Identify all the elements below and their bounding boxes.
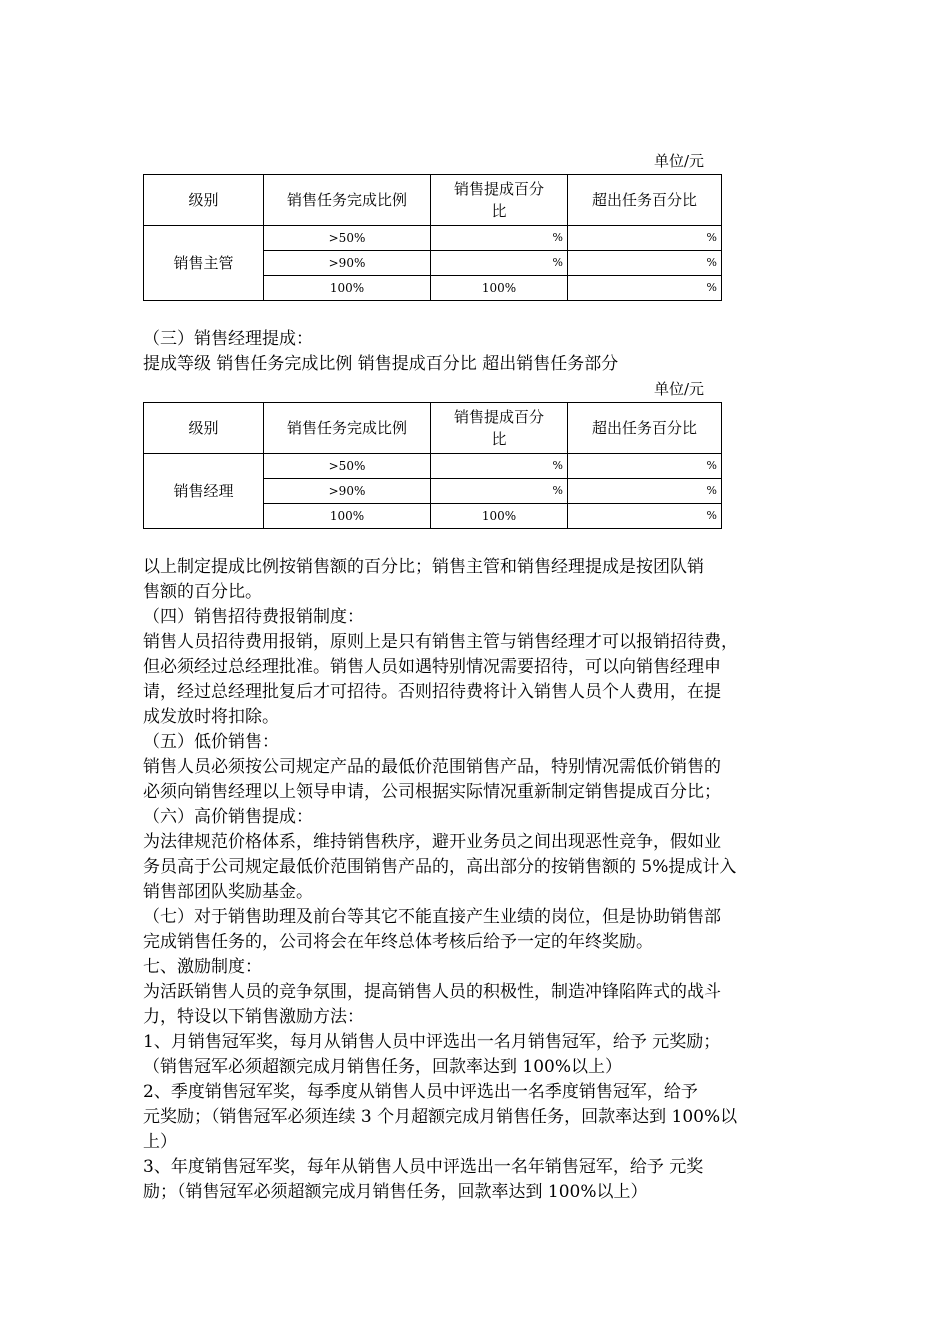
- commission-cell: %: [431, 454, 568, 479]
- level-cell: 销售主管: [144, 226, 264, 301]
- level-cell: 销售经理: [144, 454, 264, 529]
- ratio-cell: 100%: [264, 504, 431, 529]
- commission-cell: %: [431, 479, 568, 504]
- ratio-cell: >50%: [264, 454, 431, 479]
- section3-subtitle: 提成等级 销售任务完成比例 销售提成百分比 超出销售任务部分: [143, 354, 619, 374]
- text-line: 务员高于公司规定最低价范围销售产品的，高出部分的按销售额的 5%提成计入: [143, 857, 737, 877]
- section3-title: （三）销售经理提成：: [143, 329, 313, 349]
- commission-cell: %: [431, 251, 568, 276]
- text-line: 销售人员招待费用报销，原则上是只有销售主管与销售经理才可以报销招待费，: [143, 632, 738, 652]
- text-line: 售额的百分比。: [143, 582, 262, 602]
- excess-cell: %: [568, 251, 722, 276]
- excess-cell: %: [568, 226, 722, 251]
- text-line: 1、月销售冠军奖，每月从销售人员中评选出一名月销售冠军，给予 元奖励；: [143, 1032, 721, 1052]
- header-level: 级别: [144, 175, 264, 226]
- excess-cell: %: [568, 276, 722, 301]
- ratio-cell: >90%: [264, 251, 431, 276]
- text-line: 为活跃销售人员的竞争氛围，提高销售人员的积极性，制造冲锋陷阵式的战斗: [143, 982, 721, 1002]
- text-line: 必须向销售经理以上领导申请，公司根据实际情况重新制定销售提成百分比；: [143, 782, 721, 802]
- ratio-cell: 100%: [264, 276, 431, 301]
- commission-cell: 100%: [431, 276, 568, 301]
- table2-unit-label: 单位/元: [654, 380, 705, 398]
- text-line: 以上制定提成比例按销售额的百分比；销售主管和销售经理提成是按团队销: [143, 557, 704, 577]
- text-line: 3、年度销售冠军奖，每年从销售人员中评选出一名年销售冠军，给予 元奖: [143, 1157, 704, 1177]
- text-line: 销售部团队奖励基金。: [143, 882, 313, 902]
- table-header-row: [144, 175, 722, 226]
- text-line: （销售冠军必须超额完成月销售任务，回款率达到 100%以上）: [143, 1057, 623, 1077]
- text-line: 元奖励；（销售冠军必须连续 3 个月超额完成月销售任务，回款率达到 100%以: [143, 1107, 738, 1127]
- commission-cell: 100%: [431, 504, 568, 529]
- header-completion-ratio: 销售任务完成比例: [264, 175, 431, 226]
- table-sales-manager: [143, 402, 722, 529]
- table1-unit-label: 单位/元: [654, 152, 705, 170]
- section5-title: （五）低价销售：: [143, 732, 279, 752]
- header-excess-percent: 超出任务百分比: [568, 175, 722, 226]
- section6-title: （六）高价销售提成：: [143, 807, 313, 827]
- text-line: 为法律规范价格体系，维持销售秩序，避开业务员之间出现恶性竞争，假如业: [143, 832, 721, 852]
- table-sales-supervisor: [143, 174, 722, 301]
- header-commission-percent: 销售提成百分 比: [431, 175, 568, 226]
- section7-title: （七）对于销售助理及前台等其它不能直接产生业绩的岗位，但是协助销售部: [143, 907, 721, 927]
- header-excess-percent: 超出任务百分比: [568, 403, 722, 454]
- text-line: 销售人员必须按公司规定产品的最低价范围销售产品，特别情况需低价销售的: [143, 757, 721, 777]
- ratio-cell: >50%: [264, 226, 431, 251]
- text-line: 完成销售任务的，公司将会在年终总体考核后给予一定的年终奖励。: [143, 932, 653, 952]
- section4-title: （四）销售招待费报销制度：: [143, 607, 364, 627]
- table-row: [144, 226, 722, 251]
- ratio-cell: >90%: [264, 479, 431, 504]
- text-line: 2、季度销售冠军奖，每季度从销售人员中评选出一名季度销售冠军，给予: [143, 1082, 698, 1102]
- text-line: 上）: [143, 1132, 177, 1152]
- text-line: 成发放时将扣除。: [143, 707, 279, 727]
- excess-cell: %: [568, 454, 722, 479]
- excess-cell: %: [568, 504, 722, 529]
- header-completion-ratio: 销售任务完成比例: [264, 403, 431, 454]
- incentive-title: 七、激励制度：: [143, 957, 262, 977]
- excess-cell: %: [568, 479, 722, 504]
- text-line: 但必须经过总经理批准。销售人员如遇特别情况需要招待，可以向销售经理申: [143, 657, 721, 677]
- table-header-row: [144, 403, 722, 454]
- table-row: [144, 454, 722, 479]
- text-line: 请，经过总经理批复后才可招待。否则招待费将计入销售人员个人费用，在提: [143, 682, 721, 702]
- text-line: 力，特设以下销售激励方法：: [143, 1007, 364, 1027]
- commission-cell: %: [431, 226, 568, 251]
- text-line: 励；（销售冠军必须超额完成月销售任务，回款率达到 100%以上）: [143, 1182, 648, 1202]
- header-commission-percent: 销售提成百分 比: [431, 403, 568, 454]
- header-level: 级别: [144, 403, 264, 454]
